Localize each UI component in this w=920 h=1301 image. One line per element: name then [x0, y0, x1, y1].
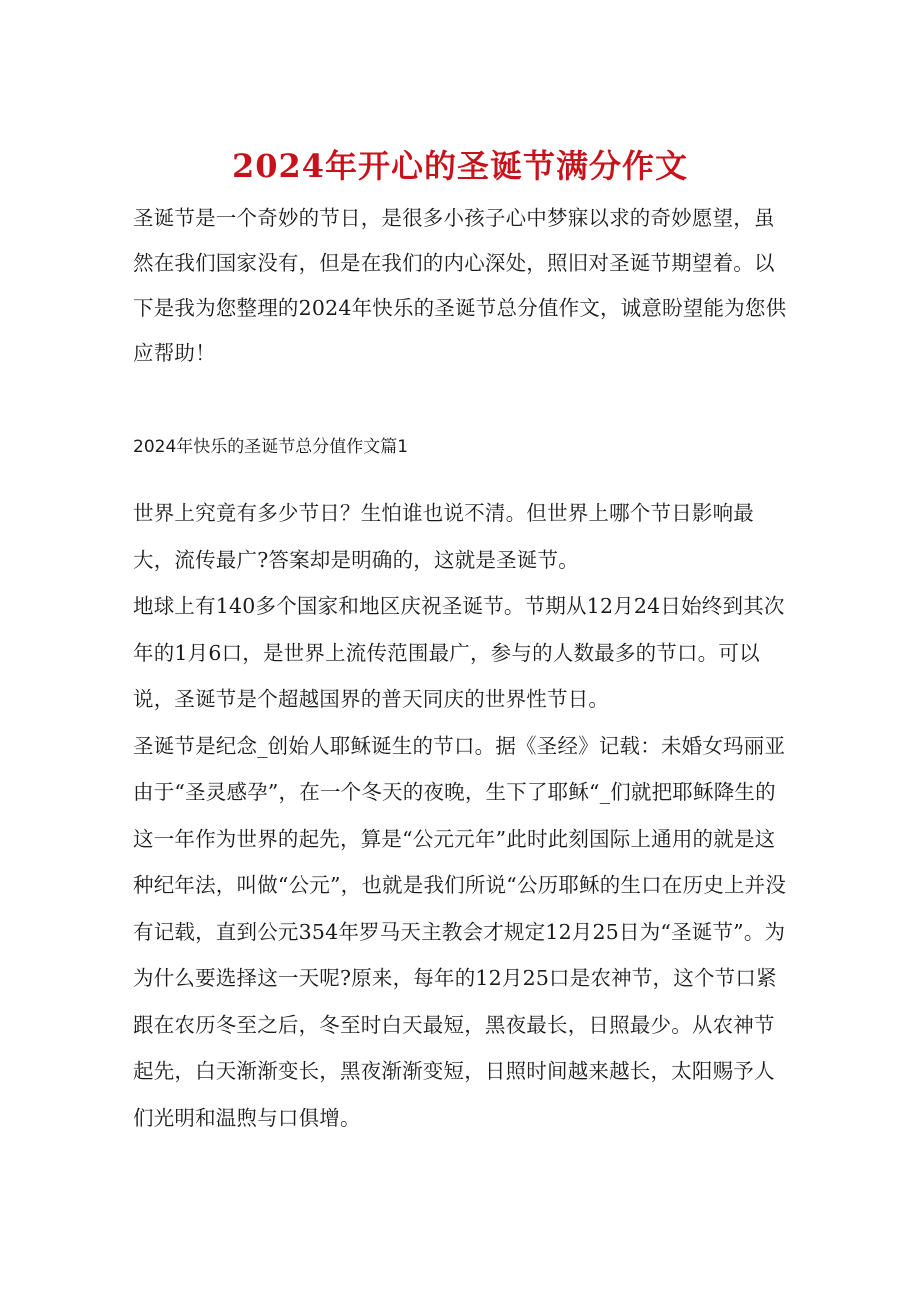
section-heading: 2024年快乐的圣诞节总分值作文篇1	[133, 437, 409, 457]
paragraph: 圣诞节是纪念_创始人耶稣诞生的节口。据《圣经》记载：未婚女玛丽亚由于“圣灵感孕”，在一个冬天的夜晚，生下了耶稣“_们就把耶稣降生的这一年作为世界的起先，算是“公元元年”此时此刻国际上通用的就是这种纪年法，叫做“公元”，也就是我们所说“公历耶稣的生口在历史上并没有记载，直到公元354年罗马天主教会才规定12月25日为“圣诞节”。为为什么要选择这一天呢?原来，每年的12月25口是农神节，这个节口紧跟在农历冬至之后，冬至时白天最短，黑夜最长，日照最少。从农神节起先，白天渐渐变长，黑夜渐渐变短，日照时间越来越长，太阳赐予人们光明和温煦与口俱增。	[133, 733, 787, 1130]
body-text	[133, 490, 793, 1141]
page-title: 2024年开心的圣诞节满分作文	[231, 147, 689, 185]
paragraph: 地球上有140多个国家和地区庆祝圣诞节。节期从12月24日始终到其次年的1月6口，是世界上流传范围最广，参与的人数最多的节口。可以说，圣诞节是个超越国界的普天同庆的世界性节日。	[133, 594, 785, 711]
paragraph: 世界上究竟有多少节日？生怕谁也说不清。但世界上哪个节日影响最大，流传最广?答案却是明确的，这就是圣诞节。	[133, 501, 754, 572]
intro-paragraph: 圣诞节是一个奇妙的节日，是很多小孩子心中梦寐以求的奇妙愿望，虽然在我们国家没有，但是在我们的内心深处，照旧对圣诞节期望着。以下是我为您整理的2024年快乐的圣诞节总分值作文，诚意盼望能为您供应帮助！	[133, 206, 787, 365]
